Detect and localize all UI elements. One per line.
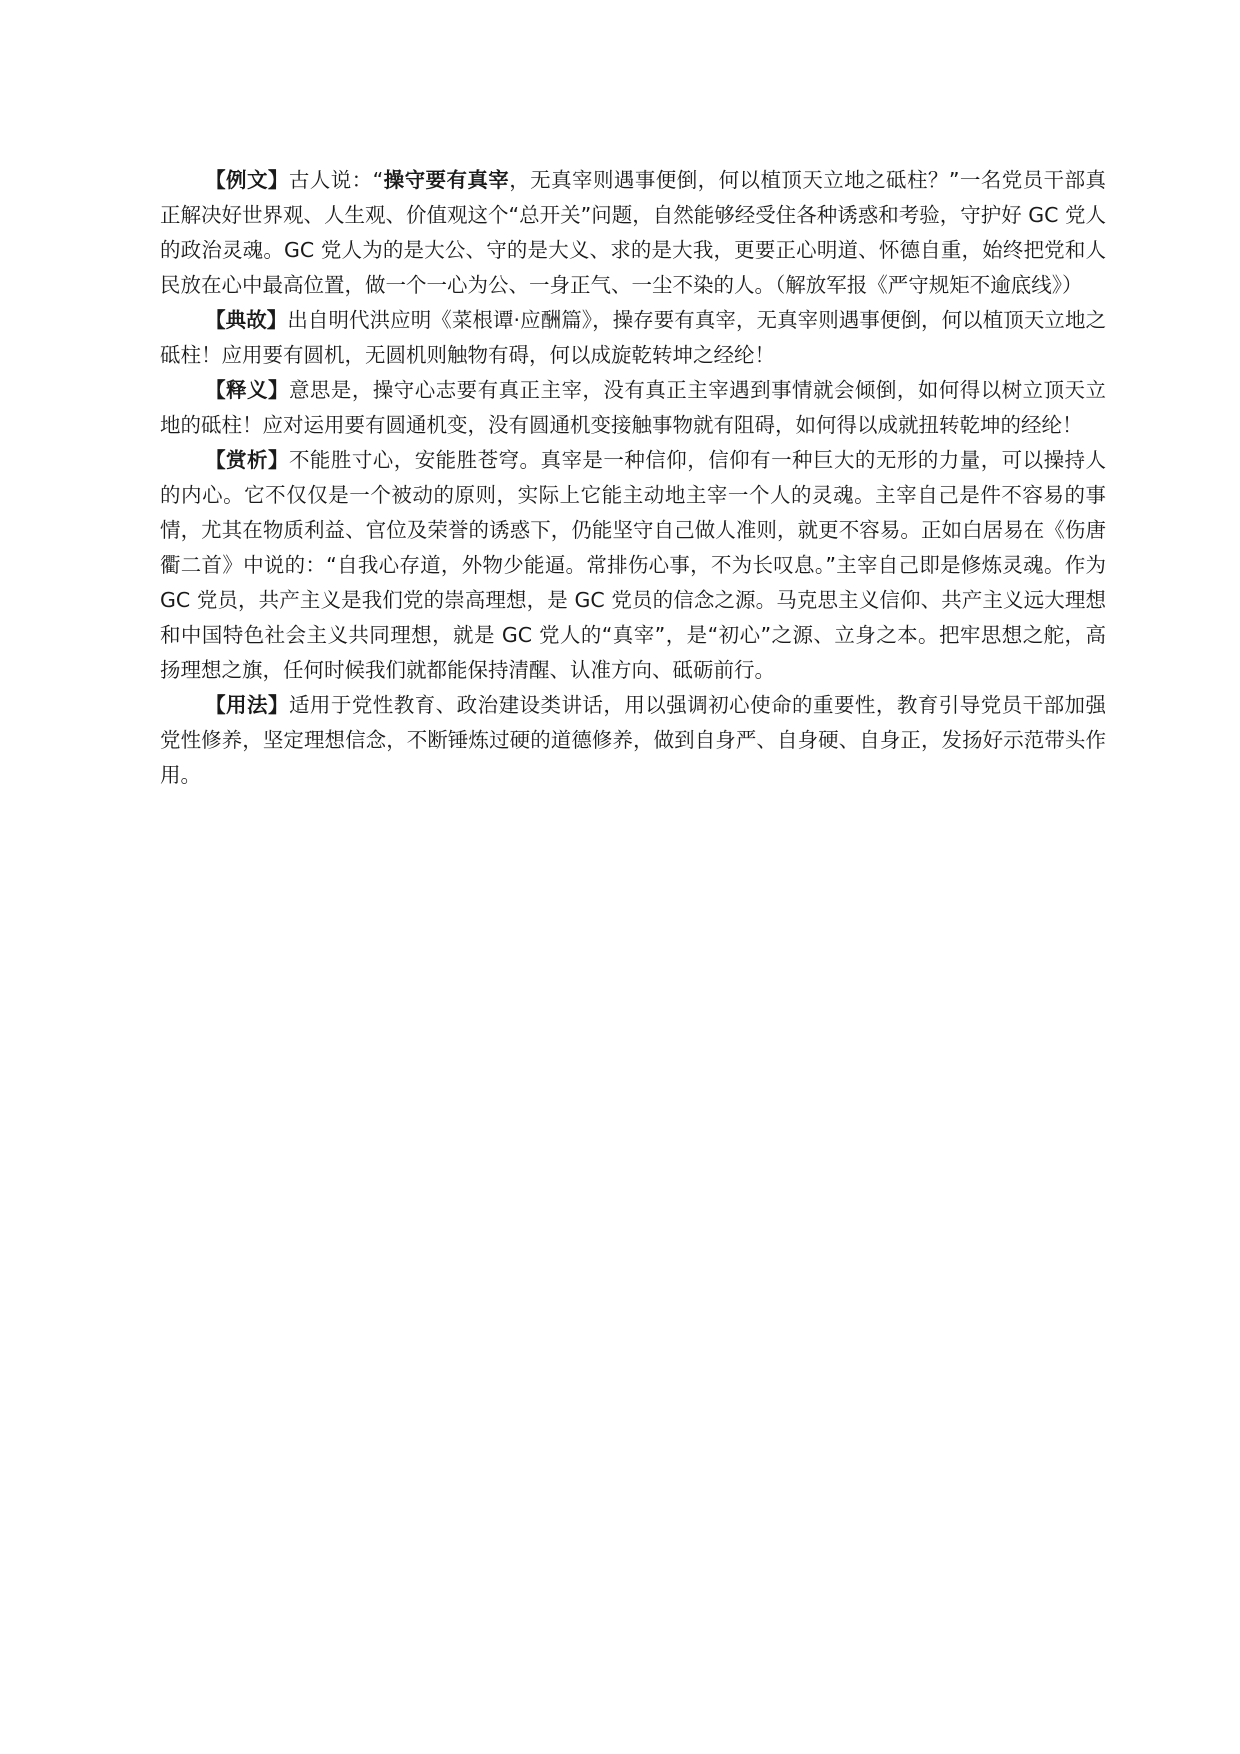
document-page [160,163,1106,793]
emphasis-text: 操守要有真宰 [383,168,510,192]
paragraph-text: 不能胜寸心，安能胜苍穹。真宰是一种信仰，信仰有一种巨大的无形的力量，可以操持人的内心。它不仅仅是一个被动的原则，实际上它能主动地主宰一个人的灵魂。主宰自己是件不容易的事情，尤其在物质利益、官位及荣誉的诱惑下，仍能坚守自己做人准则，就更不容易。正如白居易在《伤唐衢二首》中说的：“自我心存道，外物少能逼。常排伤心事，不为长叹息。”主宰自己即是修炼灵魂。作为 GC 党员，共产主义是我们党的崇高理想，是 GC 党员的信念之源。马克思主义信仰、共产主义远大理想和中国特色社会主义共同理想，就是 GC 党人的“真宰”，是“初心”之源、立身之本。把牢思想之舵，高扬理想之旗，任何时候我们就都能保持清醒、认准方向、砥砺前行。 [160,448,1107,682]
paragraph-text: 适用于党性教育、政治建设类讲话，用以强调初心使命的重要性，教育引导党员干部加强党性修养，坚定理想信念，不断锤炼过硬的道德修养，做到自身严、自身硬、自身正，发扬好示范带头作用。 [160,693,1107,787]
paragraph-text: 古人说：“ [288,168,384,192]
section-label-appreciation: 【赏析】 [205,448,289,472]
paragraph-allusion [160,303,1106,373]
section-label-usage: 【用法】 [205,693,289,717]
paragraph-text: 意思是，操守心志要有真正主宰，没有真正主宰遇到事情就会倾倒，如何得以树立顶天立地的砥柱！应对运用要有圆通机变，没有圆通机变接触事物就有阻碍，如何得以成就扭转乾坤的经纶！ [160,378,1107,437]
paragraph-appreciation [160,443,1106,688]
section-label-meaning: 【释义】 [205,378,289,402]
paragraph-meaning [160,373,1106,443]
paragraph-usage [160,688,1106,793]
paragraph-text: ，无真宰则遇事便倒，何以植顶天立地之砥柱？”一名党员干部真正解决好世界观、人生观、价值观这个“总开关”问题，自然能够经受住各种诱惑和考验，守护好 GC 党人的政治灵魂。GC 党人为的是大公、守的是大义、求的是大我，更要正心明道、怀德自重，始终把党和人民放在心中最高位置，做一个一心为公、一身正气、一尘不染的人。（解放军报《严守规矩不逾底线》） [160,168,1107,297]
section-label-allusion: 【典故】 [205,308,288,332]
section-label-example: 【例文】 [205,168,289,192]
paragraph-text: 出自明代洪应明《菜根谭·应酬篇》，操存要有真宰，无真宰则遇事便倒，何以植顶天立地之砥柱！应用要有圆机，无圆机则触物有碍，何以成旋乾转坤之经纶！ [160,308,1107,367]
paragraph-example [160,163,1106,303]
